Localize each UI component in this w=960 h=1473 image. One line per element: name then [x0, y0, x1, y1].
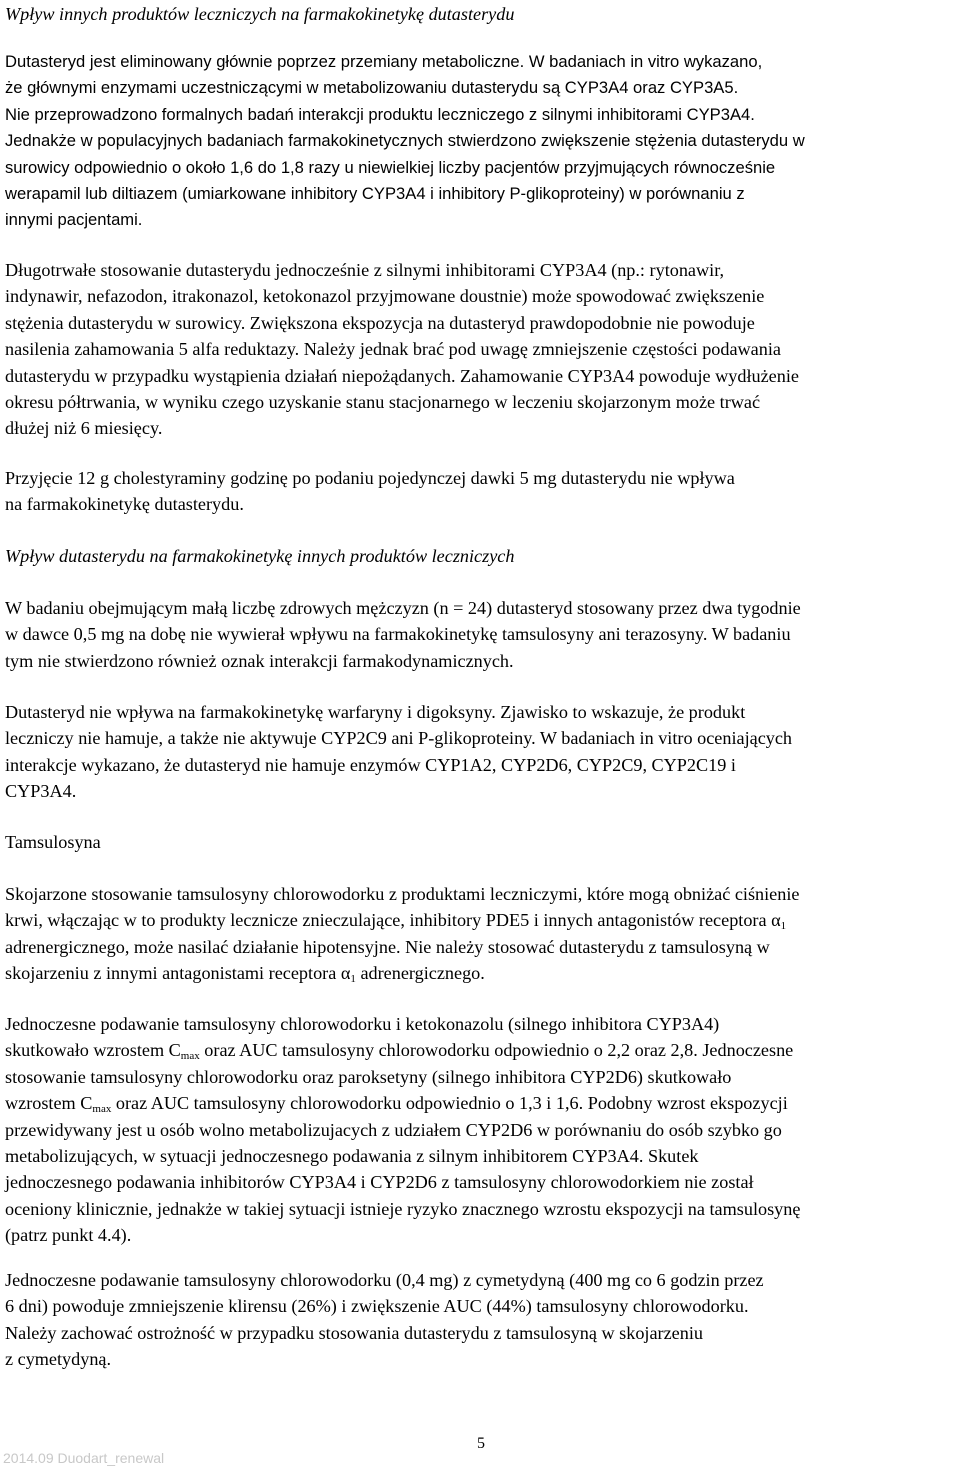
- text-line: nasilenia zahamowania 5 alfa reduktazy. Należy jednak brać pod uwagę zmniejszenie częstości podawania: [5, 339, 781, 360]
- text-line: dutasterydu w przypadku wystąpienia działań niepożądanych. Zahamowanie CYP3A4 powoduje wydłużenie: [5, 365, 799, 386]
- text-line: Dutasteryd nie wpływa na farmakokinetykę warfaryny i digoksyny. Zjawisko to wskazuje, że produkt: [5, 702, 746, 722]
- text-line: Dutasteryd jest eliminowany głównie poprzez przemiany metaboliczne. W badaniach in vitro wykazano,: [5, 52, 763, 71]
- paragraph-ketoconazole-paroxetine: [5, 1011, 957, 1249]
- subscript: max: [180, 1050, 200, 1063]
- text-segment: adrenergicznego.: [355, 963, 485, 984]
- subscript: 1: [780, 920, 787, 933]
- text-line: jednoczesnego podawania inhibitorów CYP3A4 i CYP2D6 z tamsulosyny chlorowodorkiem nie został: [5, 1172, 754, 1193]
- text-segment: skutkowało wzrostem C: [5, 1040, 181, 1061]
- paragraph-cholestyramine: [5, 465, 957, 518]
- paragraph-tamsulosin-terazosin: [5, 595, 957, 674]
- paragraph-cyp3a4-inhibitors: [5, 257, 957, 442]
- text-line: Należy zachować ostrożność w przypadku stosowania dutasterydu z tamsulosyną w skojarzeniu: [5, 1322, 703, 1343]
- text-segment: wzrostem C: [5, 1093, 93, 1114]
- paragraph-warfarin-digoxin: [5, 699, 957, 805]
- text-line: 6 dni) powoduje zmniejszenie klirensu (26%) i zwiększenie AUC (44%) tamsulosyny chlorowodorku.: [5, 1296, 749, 1317]
- text-line: Jednoczesne podawanie tamsulosyny chlorowodorku (0,4 mg) z cymetydyną (400 mg co 6 godzin przez: [5, 1270, 764, 1290]
- subscript: max: [92, 1103, 112, 1116]
- text-line: indynawir, nefazodon, itrakonazol, ketokonazol przyjmowane doustnie) może spowodować zwiększenie: [5, 286, 765, 307]
- text-line: na farmakokinetykę dutasterydu.: [5, 494, 244, 515]
- text-segment: oraz AUC tamsulosyny chlorowodorku odpowiednio o 2,2 oraz 2,8. Jednoczesne: [199, 1040, 794, 1061]
- text-line: surowicy odpowiednio o około 1,6 do 1,8 razy u niewielkiej liczby pacjentów przyjmujących równocześnie: [5, 157, 776, 177]
- text-segment: skojarzeniu z innymi antagonistami receptora α: [5, 963, 351, 984]
- paragraph-cimetidine: [5, 1267, 957, 1373]
- text-line: Jednakże w populacyjnych badaniach farmakokinetycznych stwierdzono zwiększenie stężenia dutasterydu w: [5, 131, 805, 151]
- text-line: (patrz punkt 4.4).: [5, 1225, 132, 1246]
- text-line: [5, 1090, 957, 1116]
- heading-text: Wpływ innych produktów leczniczych na farmakokinetykę dutasterydu: [5, 4, 515, 24]
- text-line: [5, 960, 957, 986]
- text-line: innymi pacjentami.: [5, 210, 143, 230]
- text-line: Jednoczesne podawanie tamsulosyny chlorowodorku i ketokonazolu (silnego inhibitora CYP3A4): [5, 1014, 720, 1034]
- text-segment: oraz AUC tamsulosyny chlorowodorku odpowiednio o 1,3 i 1,6. Podobny wzrost ekspozycji: [111, 1093, 788, 1114]
- text-line: leczniczy nie hamuje, a także nie aktywuje CYP2C9 ani P-glikoproteiny. W badaniach in vitro oceniających: [5, 728, 793, 749]
- text-line: CYP3A4.: [5, 781, 77, 802]
- footer-watermark: 2014.09 Duodart_renewal: [3, 1450, 165, 1466]
- text-line: Przyjęcie 12 g cholestyraminy godzinę po podaniu pojedynczej dawki 5 mg dutasterydu nie wpływa: [5, 468, 735, 488]
- text-line: Długotrwałe stosowanie dutasterydu jednocześnie z silnymi inhibitorami CYP3A4 (np.: rytonawir,: [5, 260, 725, 280]
- text-line: tym nie stwierdzono również oznak interakcji farmakodynamicznych.: [5, 650, 514, 671]
- section-heading-interactions-on-dutasteride: [5, 1, 957, 27]
- text-line: stężenia dutasterydu w surowicy. Zwiększona ekspozycja na dutasteryd prawdopodobnie nie powoduje: [5, 312, 755, 333]
- text-line: przewidywany jest u osób wolno metabolizujacych z udziałem CYP2D6 w porównaniu do osób szybko go: [5, 1119, 782, 1140]
- text-line: Nie przeprowadzono formalnych badań interakcji produktu leczniczego z silnymi inhibitorami CYP3A4.: [5, 104, 755, 124]
- paragraph-metabolism: [5, 49, 957, 234]
- text-segment: krwi, włączając w to produkty lecznicze znieczulające, inhibitory PDE5 i innych antagonistów receptora α: [5, 910, 781, 931]
- text-line: w dawce 0,5 mg na dobę nie wywierał wpływu na farmakokinetykę tamsulosyny ani terazosyny. W badaniu: [5, 624, 791, 645]
- text-line: W badaniu obejmującym małą liczbę zdrowych mężczyzn (n = 24) dutasteryd stosowany przez dwa tygodnie: [5, 598, 801, 618]
- text-line: Skojarzone stosowanie tamsulosyny chlorowodorku z produktami leczniczymi, które mogą obniżać ciśnienie: [5, 884, 800, 904]
- text-line: oceniony klinicznie, jednakże w takiej sytuacji istnieje ryzyko znacznego wzrostu ekspozycji na tamsulosynę: [5, 1198, 801, 1219]
- text-line: adrenergicznego, może nasilać działanie hipotensyjne. Nie należy stosować dutasterydu z tamsulosyną w: [5, 936, 770, 957]
- text-line: stosowanie tamsulosyny chlorowodorku oraz paroksetyny (silnego inhibitora CYP2D6) skutkowało: [5, 1066, 732, 1087]
- text-line: że głównymi enzymami uczestniczącymi w metabolizowaniu dutasterydu są CYP3A4 oraz CYP3A5.: [5, 78, 739, 98]
- text-line: werapamil lub diltiazem (umiarkowane inhibitory CYP3A4 i inhibitory P-glikoproteiny) w porównaniu z: [5, 184, 745, 204]
- subscript: 1: [350, 973, 356, 986]
- text-line: okresu półtrwania, w wyniku czego uzyskanie stanu stacjonarnego w leczeniu skojarzonym może trwać: [5, 392, 761, 413]
- text-line: z cymetydyną.: [5, 1349, 112, 1370]
- section-heading-dutasteride-effect: [5, 543, 957, 569]
- section-heading-tamsulosin: [5, 829, 957, 855]
- paragraph-hypotension: [5, 881, 957, 987]
- page-number: 5: [477, 1435, 485, 1452]
- heading-text: Tamsulosyna: [5, 832, 101, 852]
- heading-text: Wpływ dutasterydu na farmakokinetykę innych produktów leczniczych: [5, 546, 515, 566]
- text-line: dłużej niż 6 miesięcy.: [5, 418, 163, 439]
- text-line: metabolizujących, w sytuacji jednoczesnego podawania z silnym inhibitorem CYP3A4. Skutek: [5, 1146, 699, 1167]
- text-line: [5, 907, 957, 933]
- text-line: [5, 1037, 957, 1063]
- text-line: interakcje wykazano, że dutasteryd nie hamuje enzymów CYP1A2, CYP2D6, CYP2C9, CYP2C19 i: [5, 754, 736, 775]
